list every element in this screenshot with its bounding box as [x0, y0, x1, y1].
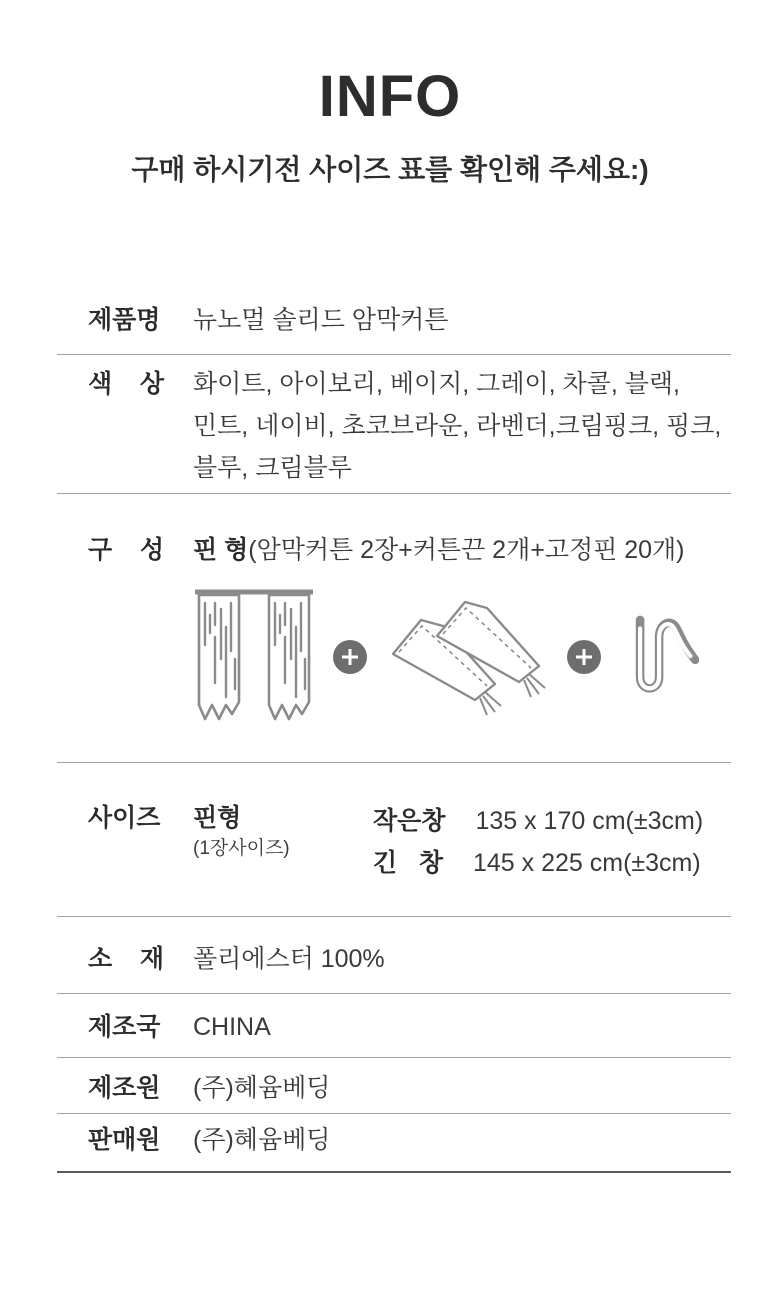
color-label: 색 상 — [88, 370, 164, 398]
composition-illustrations — [195, 582, 731, 732]
composition-value — [193, 532, 685, 568]
seller-label: 판매원 — [88, 1126, 161, 1154]
page-subtitle: 구매 하시기전 사이즈 표를 확인해 주세요:) — [131, 154, 649, 185]
table-row-composition — [57, 494, 731, 763]
material-label: 소 재 — [88, 945, 164, 973]
table-row-manufacturer — [57, 1058, 731, 1114]
table-row-color — [57, 355, 731, 494]
size-label: 사이즈 — [88, 804, 161, 832]
composition-detail: (암막커튼 2장+커튼끈 2개+고정핀 20개) — [248, 536, 685, 564]
product-name-label: 제품명 — [88, 306, 161, 334]
country-label: 제조국 — [88, 1013, 161, 1041]
seller-value: (주)혜윰베딩 — [193, 1126, 331, 1154]
composition-label: 구 성 — [88, 536, 164, 564]
color-value — [193, 363, 721, 489]
composition-type: 핀 형 — [193, 536, 249, 564]
country-value: CHINA — [193, 1013, 271, 1041]
curtain-ties-icon — [383, 588, 547, 726]
material-value: 폴리에스터 100% — [193, 945, 385, 973]
color-line-1: 화이트, 아이보리, 베이지, 그레이, 차콜, 블랙, — [193, 370, 680, 398]
size-entry-name: 작은창 — [373, 807, 446, 835]
size-type-name: 핀형 — [193, 804, 242, 832]
plus-icon — [567, 640, 601, 674]
size-entry-long-window — [373, 842, 703, 884]
table-row-material — [57, 917, 731, 994]
size-entry-name: 긴 창 — [373, 849, 443, 877]
table-row-country — [57, 994, 731, 1058]
table-row-product-name — [57, 286, 731, 355]
plus-icon — [333, 640, 367, 674]
table-row-seller — [57, 1114, 731, 1173]
fixing-pin-icon — [623, 604, 699, 710]
product-info-table — [57, 286, 731, 1173]
manufacturer-label: 제조원 — [88, 1074, 161, 1102]
size-type — [193, 800, 373, 884]
page-title: INFO — [318, 64, 462, 129]
manufacturer-value: (주)혜윰베딩 — [193, 1074, 331, 1102]
size-entry-value: 135 x 170 cm(±3cm) — [475, 807, 704, 835]
size-entries — [373, 800, 703, 884]
table-row-size — [57, 763, 731, 917]
product-name-value: 뉴노멀 솔리드 암막커튼 — [193, 306, 449, 334]
curtains-icon — [195, 587, 313, 727]
color-line-2: 민트, 네이비, 초코브라운, 라벤더,크림핑크, 핑크, — [193, 412, 722, 440]
size-entry-value: 145 x 225 cm(±3cm) — [473, 849, 701, 877]
size-type-note: (1장사이즈) — [193, 838, 290, 859]
size-entry-small-window — [373, 800, 703, 842]
color-line-3: 블루, 크림블루 — [193, 454, 352, 482]
